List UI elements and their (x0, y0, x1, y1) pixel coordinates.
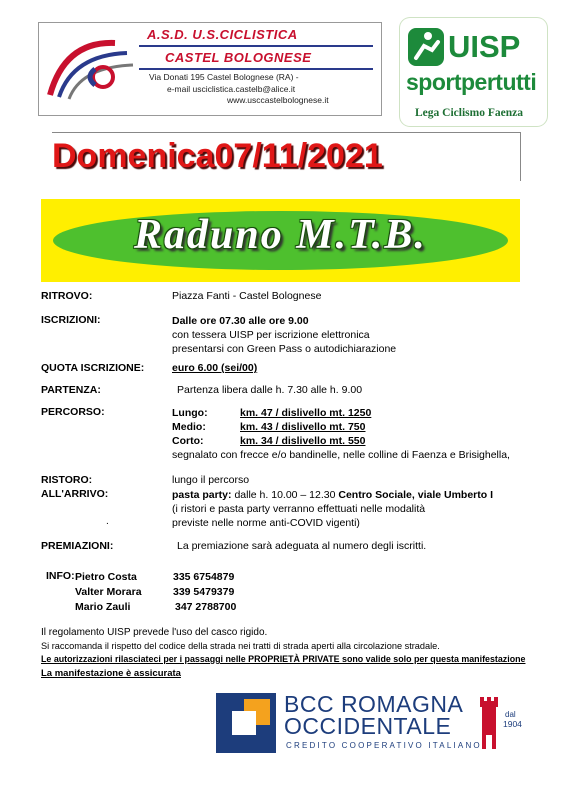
info-names (75, 570, 142, 615)
route-detail: km. 34 / dislivello mt. 550 (240, 435, 366, 447)
arrivo-centro: Centro Sociale, viale Umberto I (338, 489, 494, 501)
iscrizioni-orari: Dalle ore 07.30 alle ore 9.00 (172, 315, 309, 327)
arrivo-value (172, 488, 493, 530)
uisp-logo-box (400, 18, 547, 126)
iscrizioni-value (172, 314, 396, 356)
quota-label: QUOTA ISCRIZIONE: (41, 362, 145, 374)
arrivo-line3: previste nelle norme anti-COVID vigenti) (172, 517, 360, 529)
route-name: Corto: (172, 435, 204, 447)
route-name: Lungo: (172, 407, 208, 419)
bcc-square-icon (216, 693, 276, 753)
web-text: www.usccastelbolognese.it (227, 95, 329, 105)
ristoro-label: RISTORO: (41, 474, 93, 486)
arrivo-orari: dalle h. 10.00 – 12.30 (231, 489, 339, 501)
iscrizioni-greenpass: presentarsi con Green Pass o autodichiarazione (172, 343, 397, 355)
contact-name: Pietro Costa (75, 571, 137, 583)
note-assicurata: La manifestazione è assicurata (41, 667, 181, 679)
club-header (38, 22, 382, 116)
arrivo-line1 (172, 488, 493, 502)
percorso-value (172, 406, 510, 462)
percorso-note: segnalato con frecce e/o bandinelle, nelle colline di Faenza e Brisighella, (172, 449, 510, 461)
contact-phone: 347 2788700 (175, 601, 237, 613)
uisp-logo-text: UISP (448, 29, 521, 64)
ritrovo-label: RITROVO: (41, 290, 93, 302)
ristoro-value: lungo il percorso (172, 474, 250, 486)
contact-phone: 339 5479379 (173, 586, 235, 598)
route-name: Medio: (172, 421, 206, 433)
premiazioni-value: La premiazione sarà adeguata al numero degli iscritti. (177, 540, 427, 552)
club-logo-icon (45, 33, 135, 103)
divider (139, 68, 373, 70)
premiazioni-label: PREMIAZIONI: (41, 540, 114, 552)
route-detail: km. 43 / dislivello mt. 750 (240, 421, 366, 433)
note-autorizzazioni: Le autorizzazioni rilasciateci per i passaggi nelle PROPRIETÀ PRIVATE sono valide solo per questa manifestazione (41, 654, 526, 664)
club-name-2: CASTEL BOLOGNESE (165, 50, 312, 65)
pasta-party: pasta party: (172, 489, 232, 501)
title-banner (41, 199, 520, 282)
info-phones (173, 570, 236, 615)
bcc-sponsor (216, 693, 526, 755)
event-date: Domenica07/11/2021 (52, 137, 383, 175)
route-lungo (172, 406, 510, 420)
address-text: Via Donati 195 Castel Bolognese (RA) - (149, 72, 299, 82)
tower-icon (478, 693, 500, 749)
info-label: INFO: (46, 570, 75, 582)
partenza-label: PARTENZA: (41, 384, 101, 396)
route-detail: km. 47 / dislivello mt. 1250 (240, 407, 372, 419)
bcc-line1: BCC ROMAGNA (284, 691, 464, 717)
banner-title: Raduno M.T.B. (134, 212, 427, 258)
uisp-slogan: sportpertutti (406, 69, 537, 95)
percorso-label: PERCORSO: (41, 406, 105, 418)
route-corto (172, 434, 510, 448)
note-codice: Si raccomanda il rispetto del codice della strada nei tratti di strada aperti alla circolazione stradale. (41, 640, 440, 651)
bcc-line3: CREDITO COOPERATIVO ITALIANO (286, 741, 482, 750)
bcc-dal: dal (505, 710, 516, 719)
uisp-runner-icon (408, 28, 444, 66)
arrivo-line2: (i ristori e pasta party verranno effettuati nelle modalità (172, 503, 426, 515)
partenza-value: Partenza libera dalle h. 7.30 alle h. 9.00 (177, 384, 363, 396)
stray-dot: . (106, 516, 109, 527)
uisp-lega: Lega Ciclismo Faenza (415, 107, 523, 119)
contact-phone: 335 6754879 (173, 571, 235, 583)
contact-name: Valter Morara (75, 586, 142, 598)
club-name-1: A.S.D. U.S.CICLISTICA (147, 27, 298, 42)
club-address (149, 72, 329, 107)
bcc-line2: OCCIDENTALE (284, 713, 452, 739)
bcc-anno: 1904 (503, 719, 522, 729)
ritrovo-value: Piazza Fanti - Castel Bolognese (172, 290, 322, 302)
arrivo-label: ALL'ARRIVO: (41, 488, 109, 500)
quota-value: euro 6.00 (sei/00) (172, 362, 258, 374)
email-text: e-mail usciclistica.castelb@alice.it (167, 83, 296, 94)
iscrizioni-tessera: con tessera UISP per iscrizione elettronica (172, 329, 370, 341)
iscrizioni-label: ISCRIZIONI: (41, 314, 101, 326)
contact-name: Mario Zauli (75, 601, 131, 613)
divider (139, 45, 373, 47)
notes (41, 626, 525, 680)
note-casco: Il regolamento UISP prevede l'uso del casco rigido. (41, 627, 268, 638)
route-medio (172, 420, 510, 434)
